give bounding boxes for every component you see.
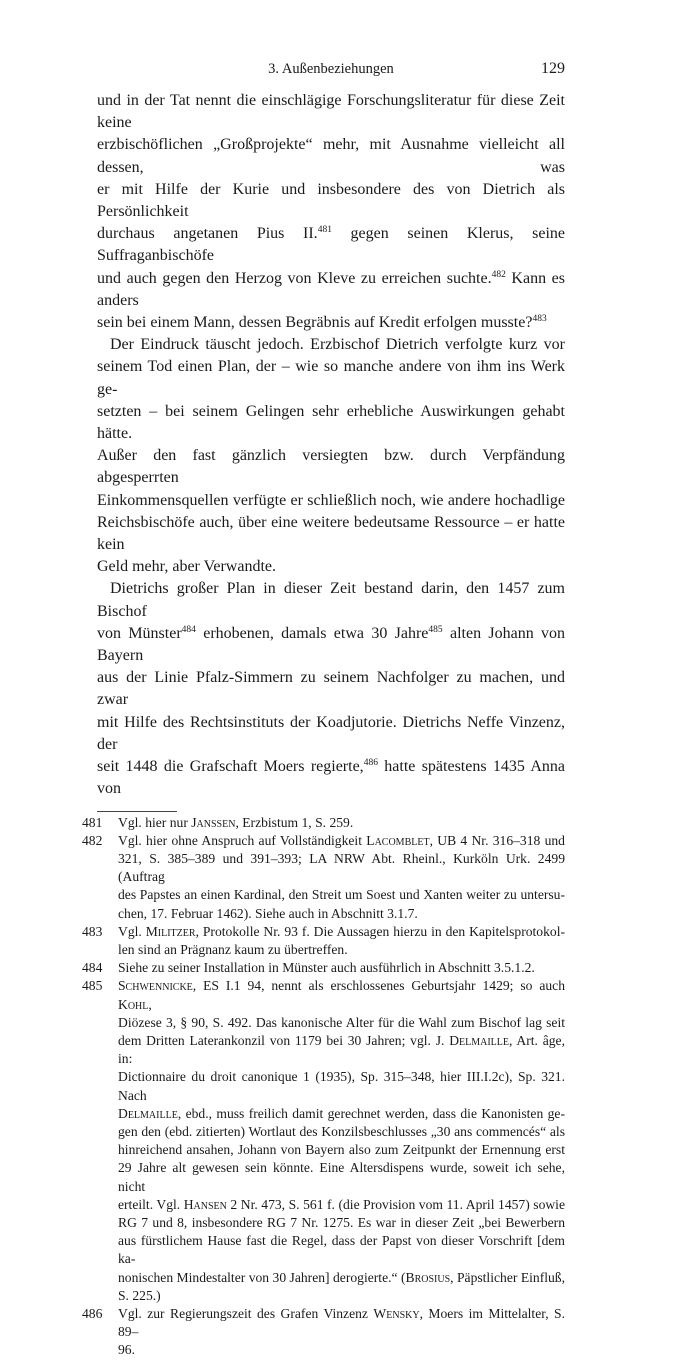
text-run: hatte spätestens 1435 Anna von — [97, 758, 566, 798]
author-name: Hansen — [183, 1196, 227, 1212]
footnote-text — [118, 832, 565, 923]
footnote-ref[interactable]: 485 — [428, 624, 443, 635]
text-run: Außer den fast gänzlich versiegten bzw. durch Verpfändung abgesperrten — [97, 447, 565, 487]
text-run: mit Hilfe des Rechtsinstituts der Koadjutorie. Dietrichs Neffe Vinzenz, der — [97, 713, 565, 753]
footnote-line — [118, 1269, 565, 1287]
running-head: 3. Außenbeziehungen — [268, 61, 394, 77]
footnote-text — [118, 814, 565, 832]
text-run: Dictionnaire du droit canonique 1 (1935), Sp. 315–348, hier III.I.2c), Sp. 321. Nach — [118, 1069, 565, 1103]
text-run: des Papstes an einen Kardinal, den Streit um Soest und Xanten weiter zu untersu- — [118, 887, 565, 903]
footnote — [82, 977, 565, 1305]
footnote-line — [118, 1159, 565, 1195]
footnote — [82, 923, 565, 959]
text-run: dem Dritten Laterankonzil von 1179 bei 30 Jahren; vgl. J. — [118, 1032, 450, 1048]
footnote-text — [118, 977, 565, 1305]
text-run: erzbischöflichen „Großprojekte“ mehr, mit Ausnahme vielleicht all dessen, was — [97, 136, 565, 176]
footnote-line — [118, 1014, 565, 1032]
text-run: , Erzbistum 1, S. 259. — [235, 814, 354, 830]
footnote-number: 486 — [82, 1305, 103, 1321]
footnote-line — [118, 1196, 565, 1214]
body-line — [97, 356, 565, 400]
page-number: 129 — [541, 60, 565, 77]
author-name: Brosius — [405, 1269, 451, 1285]
body-line — [97, 490, 565, 512]
footnote-line — [118, 850, 565, 886]
footnote-line — [118, 1287, 565, 1305]
text-run: erteilt. Vgl. — [118, 1196, 184, 1212]
text-run: gen den (ebd. zitierten) Wortlaut des Konzilsbeschlusses „30 ans commencés“ als — [118, 1123, 565, 1139]
text-run: S. 225.) — [118, 1287, 161, 1303]
text-run: , Protokolle Nr. 93 f. Die Aussagen hierzu in den Kapitelsprotokol- — [195, 923, 565, 939]
footnote-line — [118, 886, 565, 904]
body-line — [97, 445, 565, 489]
footnote-line — [118, 1032, 565, 1068]
text-run: RG 7 und 8, insbesondere RG 7 Nr. 1275. Es war in dieser Zeit „bei Bewerbern — [118, 1214, 565, 1230]
footnote-line — [118, 941, 565, 959]
body-line — [97, 223, 565, 267]
footnote — [82, 814, 565, 832]
author-name: Janssen — [191, 814, 236, 830]
footnote-ref[interactable]: 483 — [532, 314, 547, 325]
footnote-number: 482 — [82, 832, 103, 848]
author-name: Delmaille — [449, 1032, 509, 1048]
footnote-line — [118, 1232, 565, 1268]
text-run: aus fürstlichem Hause fast die Regel, dass der Papst von dieser Vorschrift [dem ka- — [118, 1233, 565, 1267]
author-name: Schwennicke — [118, 978, 193, 994]
page-header — [97, 58, 565, 82]
text-run: chen, 17. Februar 1462). Siehe auch in Abschnitt 3.1.7. — [118, 905, 418, 921]
text-run: Vgl. hier nur — [118, 814, 192, 830]
page — [82, 0, 566, 1360]
text-run: , ebd., muss freilich damit gerechnet werden, dass die Kanonisten ge- — [177, 1105, 565, 1121]
text-run: von Münster — [97, 624, 182, 642]
footnote-number: 481 — [82, 814, 103, 830]
body-line — [97, 578, 565, 622]
footnote-number: 483 — [82, 923, 103, 939]
text-run: sein bei einem Mann, dessen Begräbnis auf Kredit erfolgen musste? — [97, 314, 533, 332]
text-run: , ES I.1 94, nennt als erschlossenes Geburtsjahr 1429; so auch — [192, 978, 565, 994]
footnote-ref[interactable]: 484 — [181, 624, 196, 635]
footnote-text — [118, 959, 565, 977]
text-run: und in der Tat nennt die einschlägige Forschungsliteratur für diese Zeit keine — [97, 92, 565, 132]
text-run: Einkommensquellen verfügte er schließlich noch, wie andere hochadlige — [97, 491, 565, 509]
footnote-line — [118, 814, 565, 832]
text-run: , Päpstlicher Einfluß, — [450, 1269, 565, 1285]
body-line — [97, 556, 565, 578]
author-name: Kohl — [118, 996, 149, 1012]
footnote-separator — [97, 811, 177, 812]
footnote-line — [118, 1141, 565, 1159]
text-run: Vgl. zur Regierungszeit des Grafen Vinzenz — [118, 1305, 374, 1321]
footnotes — [82, 814, 565, 1360]
footnote-line — [118, 1068, 565, 1104]
body-line — [97, 90, 565, 134]
body-line — [97, 712, 565, 756]
footnote-ref[interactable]: 482 — [491, 269, 506, 280]
text-run: 321, S. 385–389 und 391–393; LA NRW Abt. Rheinl., Kurköln Urk. 2499 (Auftrag — [118, 850, 565, 885]
footnote-ref[interactable]: 481 — [317, 225, 332, 236]
footnote-line — [118, 959, 565, 977]
text-run: nonischen Mindestalter von 30 Jahren] derogierte.“ ( — [118, 1269, 406, 1285]
text-run: erhobenen, damals etwa 30 Jahre — [195, 624, 429, 642]
text-run: Vgl. — [118, 923, 146, 939]
text-run: Siehe zu seiner Installation in Münster auch ausführlich in Abschnitt 3.5.1.2. — [118, 960, 535, 976]
text-run: seinem Tod einen Plan, der – wie so manche andere von ihm ins Werk ge- — [97, 358, 565, 398]
body-line — [97, 667, 565, 711]
footnote-line — [118, 1123, 565, 1141]
text-run: Dietrichs großer Plan in dieser Zeit bestand darin, den 1457 zum Bischof — [97, 580, 565, 620]
body-line — [97, 268, 565, 312]
text-run: gegen seinen Klerus, seine Suffraganbischöfe — [97, 225, 566, 265]
footnote-line — [118, 1305, 565, 1341]
body-line — [97, 512, 565, 556]
text-run: Kann es anders — [97, 269, 566, 309]
footnote-text — [118, 1305, 565, 1360]
text-run: , UB 4 Nr. 316–318 und — [429, 832, 565, 848]
footnote-line — [118, 977, 565, 1013]
footnote-line — [118, 1341, 565, 1359]
footnote-line — [118, 1105, 565, 1123]
text-run: Der Eindruck täuscht jedoch. Erzbischof Dietrich verfolgte kurz vor — [110, 336, 565, 354]
footnote-line — [118, 832, 565, 850]
main-text — [97, 90, 565, 801]
body-line — [97, 312, 565, 334]
text-run: , Art. âge, in: — [118, 1032, 565, 1067]
text-run: Reichsbischöfe auch, über eine weitere bedeutsame Ressource – er hatte kein — [97, 513, 565, 554]
text-run: hinreichend ansahen, Johann von Bayern also zum Zeitpunkt der Ernennung erst — [118, 1142, 565, 1158]
text-run: aus der Linie Pfalz-Simmern zu seinem Nachfolger zu machen, und zwar — [97, 669, 565, 709]
text-run: 2 Nr. 473, S. 561 f. (die Provision vom 11. April 1457) sowie — [226, 1196, 565, 1212]
footnote — [82, 832, 565, 923]
footnote — [82, 1305, 565, 1360]
text-run: , — [148, 996, 152, 1012]
text-run: len sind an Prägnanz kaum zu übertreffen. — [118, 941, 348, 957]
text-run: alten Johann von Bayern — [97, 624, 566, 665]
footnote-line — [118, 1214, 565, 1232]
text-run: er mit Hilfe der Kurie und insbesondere des von Dietrich als Persönlichkeit — [97, 180, 565, 221]
footnote-number: 485 — [82, 978, 103, 994]
text-run: seit 1448 die Grafschaft Moers regierte, — [97, 758, 364, 776]
text-run: Diözese 3, § 90, S. 492. Das kanonische Alter für die Wahl zum Bischof lag seit — [118, 1014, 565, 1030]
text-run: und auch gegen den Herzog von Kleve zu erreichen suchte. — [97, 269, 492, 287]
footnote-line — [118, 905, 565, 923]
author-name: Wensky — [373, 1305, 420, 1321]
text-run: Geld mehr, aber Verwandte. — [97, 558, 276, 576]
footnote-ref[interactable]: 486 — [363, 758, 378, 769]
body-line — [97, 134, 565, 178]
text-run: setzten – bei seinem Gelingen sehr erhebliche Auswirkungen gehabt hätte. — [97, 402, 565, 443]
body-line — [97, 756, 565, 800]
text-run: durchaus angetanen Pius II. — [97, 225, 318, 243]
author-name: Militzer — [145, 923, 196, 939]
text-run: 96. — [118, 1342, 135, 1358]
footnote-text — [118, 923, 565, 959]
body-line — [97, 334, 565, 356]
text-run: , Moers im Mittelalter, S. 89– — [118, 1305, 566, 1340]
body-line — [97, 623, 565, 667]
text-run: 29 Jahre alt gewesen sein könnte. Eine Altersdispens wurde, soweit ich sehe, nicht — [118, 1160, 565, 1194]
author-name: Delmaille — [118, 1105, 178, 1121]
footnote-line — [118, 923, 565, 941]
footnote — [82, 959, 565, 977]
body-line — [97, 179, 565, 223]
author-name: Lacomblet — [366, 832, 430, 848]
footnote-number: 484 — [82, 960, 103, 976]
body-line — [97, 401, 565, 445]
text-run: Vgl. hier ohne Anspruch auf Vollständigkeit — [118, 832, 367, 848]
